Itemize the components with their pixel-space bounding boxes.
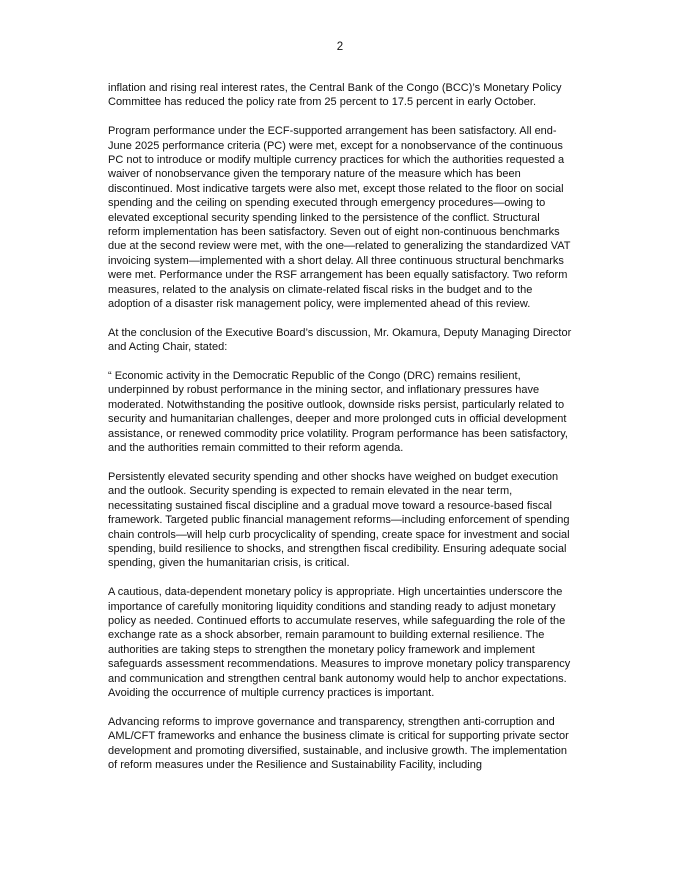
paragraph-inflation-policy-rate: inflation and rising real interest rates, the Central Bank of the Congo (BCC)’s Monetary Policy Committee has reduced the policy rate from 25 percent to 17.5 percent in early October. [108,82,562,109]
document-body [108,81,572,787]
paragraph-governance-reforms: Advancing reforms to improve governance and transparency, strengthen anti-corruption and AML/CFT frameworks and enhance the business climate is critical for supporting private sector development and promoting diversified, sustainable, and inclusive growth. The implementation of reform measures under the Resilience and Sustainability Facility, including [108,715,569,771]
paragraph-economic-activity: “ Economic activity in the Democratic Republic of the Congo (DRC) remains resilient, underpinned by robust performance in the mining sector, and inflationary pressures have moderated. Notwithstanding the positive outlook, downside risks persist, particularly related to security and humanitarian challenges, deeper and more prolonged cuts in official development assistance, or renewed commodity price volatility. Program performance has been satisfactory, and the authorities remain committed to their reform agenda. [108,370,568,455]
page-number: 2 [336,41,344,53]
paragraph-monetary-policy: A cautious, data-dependent monetary policy is appropriate. High uncertainties underscore the importance of carefully monitoring liquidity conditions and standing ready to adjust monetary policy as needed. Continued efforts to accumulate reserves, while safeguarding the role of the exchange rate as a shock absorber, remain paramount to building external resilience. The authorities are taking steps to strengthen the monetary policy framework and implement safeguards assessment recommendations. Measures to improve monetary policy transparency and communication and strengthen central bank autonomy would help to anchor expectations. Avoiding the occurrence of multiple currency practices is important. [108,586,571,699]
paragraph-program-performance: Program performance under the ECF-supported arrangement has been satisfactory. All end-June 2025 performance criteria (PC) were met, except for a nonobservance of the continuous PC not to introduce or modify multiple currency practices for which the authorities requested a waiver of nonobservance given the temporary nature of the measure which has been discontinued. Most indicative targets were also met, except those related to the floor on social spending and the ceiling on spending executed through emergency procedures—owing to elevated exceptional security spending linked to the persistence of the conflict. Structural reform implementation has been satisfactory. Seven out of eight non-continuous benchmarks due at the second review were met, with the one—related to generalizing the standardized VAT invoicing system—implemented with a short delay. All three continuous structural benchmarks were met. Performance under the RSF arrangement has been equally satisfactory. Two reform measures, related to the analysis on climate-related fiscal risks in the budget and to the adoption of a disaster risk management policy, were implemented ahead of this review. [108,125,571,311]
paragraph-board-conclusion: At the conclusion of the Executive Board’s discussion, Mr. Okamura, Deputy Managing Director and Acting Chair, stated: [108,326,572,354]
paragraph-security-spending: Persistently elevated security spending and other shocks have weighed on budget execution and the outlook. Security spending is expected to remain elevated in the near term, necessitating sustained fiscal discipline and a gradual move toward a resource-based fiscal framework. Targeted public financial management reforms—including enforcement of spending chain controls—will help curb procyclicality of spending, create space for investment and social spending, build resilience to shocks, and strengthen fiscal credibility. Ensuring adequate social spending, given the humanitarian crisis, is critical. [108,470,570,570]
